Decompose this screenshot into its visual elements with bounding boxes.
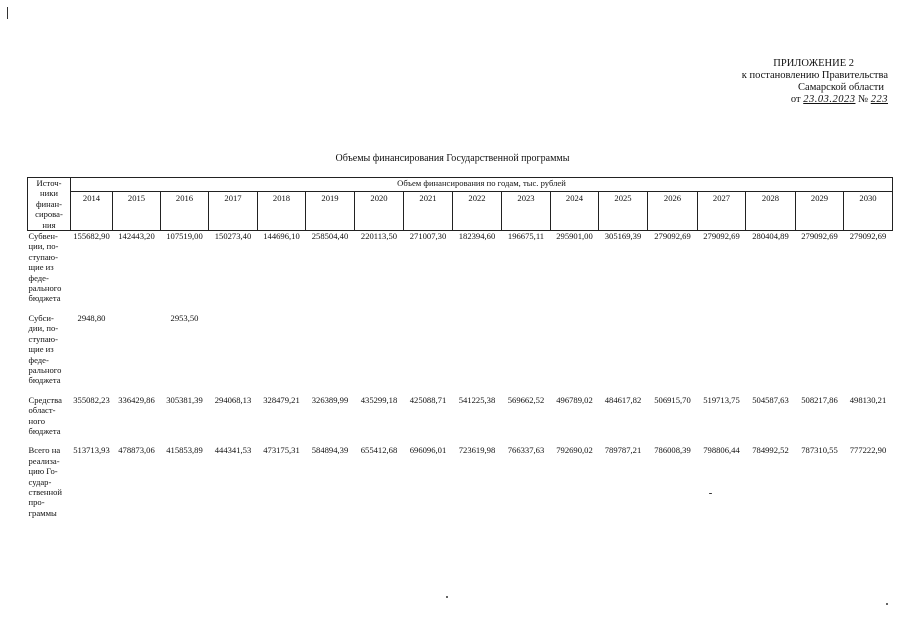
financing-value-cell: 107519,00 bbox=[166, 231, 203, 242]
financing-value-cell: 279092,69 bbox=[801, 231, 838, 242]
financing-value-cell: 271007,30 bbox=[409, 231, 447, 242]
financing-value-cell: 798806,44 bbox=[703, 445, 740, 456]
financing-value-cell: 220113,50 bbox=[360, 231, 398, 242]
year-header: 2027 bbox=[698, 191, 746, 231]
row-spacer bbox=[28, 436, 893, 445]
year-header: 2017 bbox=[209, 191, 258, 231]
table-row bbox=[28, 395, 893, 437]
financing-value-cell: 326389,99 bbox=[311, 394, 349, 405]
appendix-header bbox=[688, 58, 888, 106]
financing-span-header: Объем финансирования по годам, тыс. рублей bbox=[71, 178, 893, 192]
source-column-header: Источ- ники финан- сирова- ния bbox=[28, 178, 71, 231]
financing-value-cell: 196675,11 bbox=[507, 231, 545, 242]
financing-value-cell: 766337,63 bbox=[507, 445, 545, 456]
financing-table bbox=[27, 177, 893, 518]
financing-value-cell bbox=[551, 313, 599, 386]
document-title: Объемы финансирования Государственной программы bbox=[335, 153, 570, 164]
scan-speck bbox=[886, 603, 888, 605]
row-source-label: Средства област- ного бюджета bbox=[28, 394, 62, 436]
financing-value-cell: 2953,50 bbox=[170, 312, 199, 323]
financing-value-cell: 279092,69 bbox=[654, 231, 691, 242]
appendix-label: ПРИЛОЖЕНИЕ 2 bbox=[773, 58, 854, 69]
financing-value-cell: 144696,10 bbox=[263, 231, 300, 242]
financing-value-cell bbox=[355, 313, 404, 386]
year-header: 2022 bbox=[453, 191, 502, 231]
handwritten-number: 223 bbox=[870, 94, 888, 105]
financing-value-cell: 142443,20 bbox=[118, 231, 155, 242]
financing-value-cell: 723619,98 bbox=[458, 445, 496, 456]
financing-value-cell: 155682,90 bbox=[73, 231, 110, 242]
year-header: 2023 bbox=[502, 191, 551, 231]
financing-value-cell bbox=[404, 313, 453, 386]
year-header: 2014 bbox=[71, 191, 113, 231]
financing-value-cell bbox=[453, 313, 502, 386]
handwritten-date: 23.03.2023 bbox=[803, 94, 856, 105]
financing-value-cell: 294068,13 bbox=[214, 394, 252, 405]
financing-value-cell: 258504,40 bbox=[311, 231, 349, 242]
financing-value-cell: 496789,02 bbox=[556, 394, 593, 405]
financing-value-cell bbox=[648, 313, 698, 386]
financing-value-cell: 696096,01 bbox=[409, 445, 447, 456]
financing-value-cell: 435299,18 bbox=[360, 394, 398, 405]
financing-value-cell: 513713,93 bbox=[73, 445, 110, 456]
resolution-line: к постановлению Правительства bbox=[741, 70, 888, 81]
year-header: 2021 bbox=[404, 191, 453, 231]
row-source-label: Всего на реализа- цию Го- судар- ственной про- граммы bbox=[28, 445, 62, 518]
financing-value-cell bbox=[599, 313, 648, 386]
financing-value-cell: 777222,90 bbox=[849, 445, 887, 456]
financing-value-cell bbox=[209, 313, 258, 386]
financing-value-cell: 425088,71 bbox=[409, 394, 447, 405]
financing-value-cell: 295901,00 bbox=[556, 231, 593, 242]
year-header: 2026 bbox=[648, 191, 698, 231]
scan-speck bbox=[446, 596, 448, 598]
year-header: 2024 bbox=[551, 191, 599, 231]
financing-value-cell: 305169,39 bbox=[604, 231, 642, 242]
year-header: 2019 bbox=[306, 191, 355, 231]
financing-value-cell: 473175,31 bbox=[263, 445, 300, 456]
financing-value-cell bbox=[502, 313, 551, 386]
financing-value-cell: 584894,39 bbox=[311, 445, 349, 456]
financing-value-cell: 279092,69 bbox=[849, 231, 887, 242]
financing-value-cell: 786008,39 bbox=[654, 445, 691, 456]
year-header: 2016 bbox=[161, 191, 209, 231]
financing-value-cell: 789787,21 bbox=[604, 445, 642, 456]
financing-value-cell: 655412,68 bbox=[360, 445, 398, 456]
financing-value-cell bbox=[844, 313, 893, 386]
financing-value-cell: 541225,38 bbox=[458, 394, 496, 405]
financing-value-cell: 478873,06 bbox=[118, 445, 155, 456]
financing-value-cell: 787310,55 bbox=[801, 445, 838, 456]
financing-value-cell: 328479,21 bbox=[263, 394, 300, 405]
financing-value-cell bbox=[746, 313, 796, 386]
table-row bbox=[28, 445, 893, 518]
financing-value-cell: 569662,52 bbox=[507, 394, 545, 405]
row-source-label: Субси- дии, по- ступаю- щие из феде- рального бюджета bbox=[28, 312, 62, 386]
financing-value-cell: 305381,39 bbox=[166, 394, 203, 405]
financing-value-cell: 498130,21 bbox=[849, 394, 887, 405]
row-spacer bbox=[28, 386, 893, 395]
financing-value-cell: 150273,40 bbox=[214, 231, 252, 242]
financing-value-cell: 280404,89 bbox=[752, 231, 789, 242]
financing-value-cell: 182394,60 bbox=[458, 231, 496, 242]
financing-value-cell: 2948,80 bbox=[77, 312, 106, 323]
row-spacer bbox=[28, 304, 893, 313]
financing-value-cell bbox=[113, 313, 161, 386]
financing-value-cell: 415853,89 bbox=[166, 445, 203, 456]
scan-corner-mark bbox=[7, 7, 8, 19]
year-header: 2028 bbox=[746, 191, 796, 231]
financing-value-cell: 506915,70 bbox=[654, 394, 691, 405]
number-prefix: № bbox=[858, 94, 869, 105]
financing-value-cell: 355082,23 bbox=[73, 394, 110, 405]
financing-value-cell: 484617,82 bbox=[604, 394, 642, 405]
date-number-line bbox=[688, 94, 888, 106]
financing-value-cell: 279092,69 bbox=[703, 231, 740, 242]
financing-value-cell bbox=[306, 313, 355, 386]
year-header: 2030 bbox=[844, 191, 893, 231]
financing-value-cell bbox=[258, 313, 306, 386]
year-header: 2025 bbox=[599, 191, 648, 231]
year-header: 2018 bbox=[258, 191, 306, 231]
year-header: 2029 bbox=[796, 191, 844, 231]
financing-value-cell: 792690,02 bbox=[556, 445, 593, 456]
financing-value-cell bbox=[796, 313, 844, 386]
date-prefix: от bbox=[790, 94, 801, 105]
year-header: 2015 bbox=[113, 191, 161, 231]
financing-value-cell bbox=[698, 313, 746, 386]
financing-value-cell: 519713,75 bbox=[703, 394, 740, 405]
financing-value-cell: 444341,53 bbox=[214, 445, 252, 456]
financing-value-cell: 336429,86 bbox=[118, 394, 155, 405]
table-row bbox=[28, 313, 893, 386]
scan-speck bbox=[709, 493, 712, 494]
year-header: 2020 bbox=[355, 191, 404, 231]
table-row bbox=[28, 231, 893, 304]
financing-value-cell: 784992,52 bbox=[752, 445, 789, 456]
financing-value-cell: 504587,63 bbox=[752, 394, 789, 405]
region-line: Самарской области bbox=[798, 82, 884, 93]
financing-value-cell: 508217,86 bbox=[801, 394, 838, 405]
row-source-label: Субвен- ции, по- ступаю- щие из феде- рального бюджета bbox=[28, 231, 62, 304]
